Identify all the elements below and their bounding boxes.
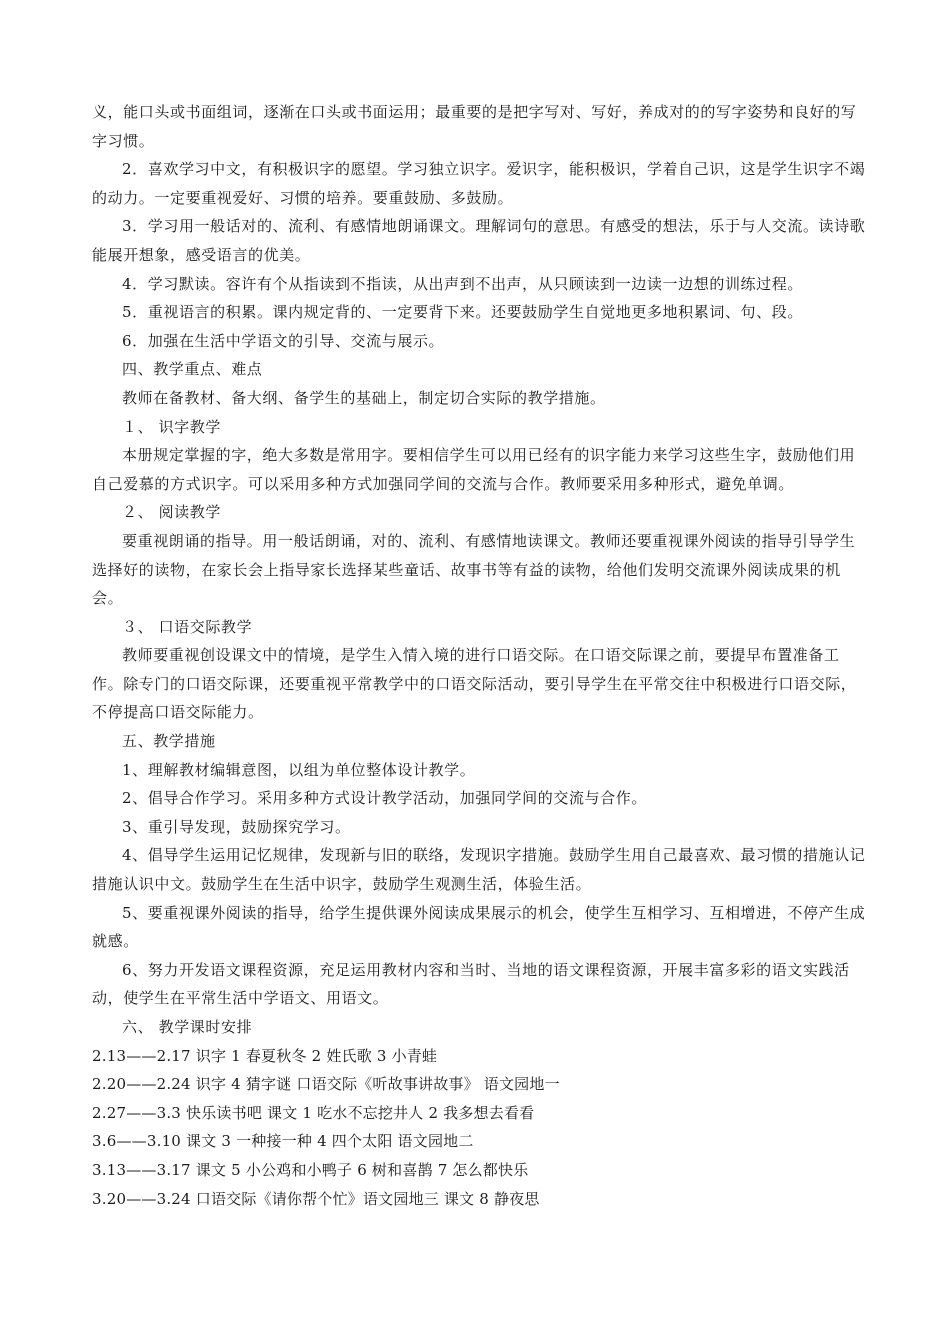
schedule-line: 3.13——3.17 课文 5 小公鸡和小鸭子 6 树和喜鹊 7 怎么都快乐 — [92, 1160, 529, 1179]
list-item: 2、倡导合作学习。采用多种方式设计教学活动，加强同学间的交流与合作。 — [122, 789, 647, 808]
document-body — [92, 98, 870, 1213]
schedule-line: 2.27——3.3 快乐读书吧 课文 1 吃水不忘挖井人 2 我多想去看看 — [92, 1103, 535, 1122]
subsection-heading: ３、 口语交际教学 — [122, 617, 253, 636]
paragraph: 要重视朗诵的指导。用一般话朗诵，对的、流利、有感情地读课文。教师还要重视课外阅读的指导引导学生选择好的读物，在家长会上指导家长选择某些童话、故事书等有益的读物，给他们发明交流课外阅读成果的机会。 — [92, 531, 856, 608]
subsection-heading: １、 识字教学 — [122, 417, 221, 436]
paragraph: 2．喜欢学习中文，有积极识字的愿望。学习独立识字。爱识字，能积极识，学着自己识，这是学生识字不竭的动力。一定要重视爱好、习惯的培养。要重鼓励、多鼓励。 — [92, 160, 866, 207]
paragraph: 5．重视语言的积累。课内规定背的、一定要背下来。还要鼓励学生自觉地更多地积累词、句、段。 — [122, 303, 803, 322]
paragraph: 6．加强在生活中学语文的引导、交流与展示。 — [122, 331, 445, 350]
paragraph: 教师在备教材、备大纲、备学生的基础上，制定切合实际的教学措施。 — [122, 388, 606, 407]
list-item: 1、理解教材编辑意图，以组为单位整体设计教学。 — [122, 760, 476, 779]
subsection-heading: ２、 阅读教学 — [122, 503, 221, 522]
section-heading: 六、 教学课时安排 — [122, 1018, 253, 1036]
schedule-line: 3.6——3.10 课文 3 一种接一种 4 四个太阳 语文园地二 — [92, 1132, 474, 1151]
schedule-line: 2.13——2.17 识字 1 春夏秋冬 2 姓氏歌 3 小青蛙 — [92, 1046, 438, 1065]
paragraph: 4．学习默读。容许有个从指读到不指读，从出声到不出声，从只顾读到一边读一边想的训练过程。 — [122, 274, 803, 293]
paragraph: 本册规定掌握的字，绝大多数是常用字。要相信学生可以用已经有的识字能力来学习这些生字，鼓励他们用自己爱慕的方式识字。可以采用多种方式加强同学间的交流与合作。教师要采用多种形式，避免单调。 — [92, 446, 856, 493]
section-heading: 四、教学重点、难点 — [122, 360, 263, 379]
paragraph: 教师要重视创设课文中的情境，是学生入情入境的进行口语交际。在口语交际课之前，要提早布置准备工作。除专门的口语交际课，还要重视平常教学中的口语交际活动，要引导学生在平常交往中积极进行口语交际，不停提高口语交际能力。 — [92, 646, 857, 722]
schedule-line: 2.20——2.24 识字 4 猜字谜 口语交际《听故事讲故事》 语文园地一 — [92, 1075, 560, 1094]
list-item: 5、要重视课外阅读的指导，给学生提供课外阅读成果展示的机会，使学生互相学习、互相增进，不停产生成就感。 — [92, 903, 866, 951]
list-item: 4、倡导学生运用记忆规律，发现新与旧的联络，发现识字措施。鼓励学生用自己最喜欢、最习惯的措施认记措施认识中文。鼓励学生在生活中识字，鼓励学生观测生活，体验生活。 — [92, 846, 866, 894]
list-item: 6、努力开发语文课程资源，充足运用教材内容和当时、当地的语文课程资源，开展丰富多彩的语文实践活动，使学生在平常生活中学语文、用语文。 — [92, 960, 850, 1008]
schedule-line: 3.20——3.24 口语交际《请你帮个忙》语文园地三 课文 8 静夜思 — [92, 1189, 540, 1208]
paragraph: 3．学习用一般话对的、流利、有感情地朗诵课文。理解词句的意思。有感受的想法，乐于与人交流。读诗歌能展开想象，感受语言的优美。 — [92, 217, 866, 264]
section-heading: 五、教学措施 — [122, 732, 216, 751]
list-item: 3、重引导发现，鼓励探究学习。 — [122, 817, 351, 836]
paragraph: 义，能口头或书面组词，逐渐在口头或书面运用；最重要的是把字写对、写好，养成对的的写字姿势和良好的写字习惯。 — [92, 103, 857, 150]
